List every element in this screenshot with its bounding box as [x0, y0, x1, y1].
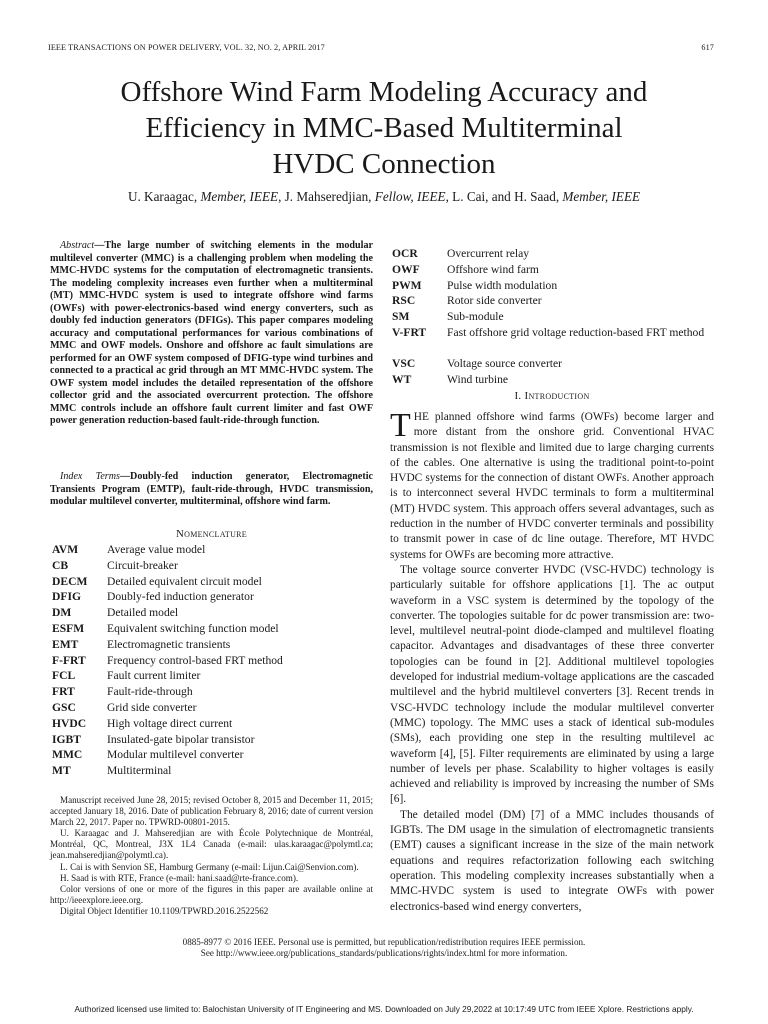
nomenclature-row: ESFM Equivalent switching function model	[52, 621, 279, 635]
index-terms-label: Index Terms	[60, 471, 120, 482]
author-role: Member, IEEE	[562, 189, 641, 204]
author-name: , L. Cai, and H. Saad,	[445, 189, 563, 204]
nomenclature-row: MMC Modular multilevel converter	[52, 748, 244, 762]
abstract-label: Abstract	[60, 240, 95, 251]
copyright-line-1: 0885-8977 © 2016 IEEE. Personal use is permitted, but republication/redistribution requires IEEE permission.	[182, 937, 586, 947]
copyright-line-2: See http://www.ieee.org/publications_standards/publications/rights/index.html for more information.	[200, 948, 568, 958]
title-line-2: Efficiency in MMC-Based Multiterminal	[145, 112, 623, 144]
nomenclature-row: F-FRT Frequency control-based FRT method	[52, 653, 283, 667]
footnote-manuscript: Manuscript received June 28, 2015; revised October 8, 2015 and December 11, 2015; accepted January 18, 2016. Date of publication February 8, 2016; date of current version March 22, 2017. Paper no. TPWRD-00801-2015.	[50, 795, 373, 828]
drop-cap: T	[390, 407, 411, 444]
nomenclature-row: OWF Offshore wind farm	[392, 262, 539, 276]
author-role: Fellow, IEEE	[374, 189, 446, 204]
nomenclature-row: FRT Fault-ride-through	[52, 685, 193, 699]
nomenclature-row: IGBT Insulated-gate bipolar transistor	[52, 732, 255, 746]
nomenclature-row: OCR Overcurrent relay	[392, 247, 530, 260]
nomenclature-row: MT Multiterminal	[52, 764, 172, 778]
nomenclature-row: WT Wind turbine	[392, 372, 509, 386]
abstract-text: —The large number of switching elements in the modular multilevel converter (MMC) is a challenging problem when modeling the MMC-HVDC systems for the computation of electromagnetic transients. The modeling complexity increases even further when a multiterminal (MT) MMC-HVDC system is used to integrate offshore wind farms (OWFs) with power-electronics-based wind energy converters, such as doubly fed induction generators (DFIGs). This paper compares modeling accuracy and computational performances for various combinations of MMC and OWF models. Onshore and offshore ac fault simulations are performed for an OWF system composed of DFIG-type wind turbines and connected to a practical ac grid through an MT MMC-HVDC system. The OWF system model includes the detailed representation of the offshore collector grid and the associated overcurrent protection. The offshore MMC controls include an offshore fault current limiter and fast OWF power generation reduction-based fault-ride-through function.	[50, 240, 373, 426]
copyright-notice	[40, 937, 728, 959]
section-heading: I. Introduction	[514, 390, 590, 402]
title-line-3: HVDC Connection	[272, 148, 496, 180]
footnote-color-versions: Color versions of one or more of the figures in this paper are available online at http://ieeexplore.ieee.org.	[50, 883, 373, 905]
nomenclature-heading: Nomenclature	[176, 528, 247, 540]
nomenclature-row: EMT Electromagnetic transients	[52, 637, 231, 651]
intro-paragraph-2: The voltage source converter HVDC (VSC-HVDC) technology is particularly suitable for offshore applications [1]. The ac output waveform in a VSC system is determined by the topology of the converter. The topologies suitable for dc power transmission are: two-level, multilevel neutral-point diode-clamped and multilevel floating capacitor. Advantages and disadvantages of these three converter topologies can be found in [2]. Additional multilevel topologies developed for industrial medium-voltage applications are the cascaded multilevel and the hybrid multilevel converters [3]. Recent trends in VSC-HVDC technology include the modular multilevel converter (MMC) topology. The MMC uses a stack of identical sub-modules (SMs), each providing one step in the resulting multilevel ac waveform [4], [5]. Filter requirements are eliminated by using a large number of levels per phase. Scalability to higher voltages is easily achieved and reliability is improved by increasing the number of SMs [6].	[390, 563, 714, 806]
nomenclature-row: HVDC High voltage direct current	[52, 716, 233, 730]
introduction-body	[390, 407, 714, 915]
nomenclature-list-left	[52, 542, 372, 779]
nomenclature-row: CB Circuit-breaker	[52, 558, 178, 572]
nomenclature-row: PWM Pulse width modulation	[392, 278, 558, 292]
paper-title	[40, 74, 728, 182]
index-terms	[50, 471, 373, 509]
author-role: Member, IEEE	[200, 189, 279, 204]
nomenclature-row: SM Sub-module	[392, 310, 504, 324]
author-name: , J. Mahseredjian,	[278, 189, 375, 204]
nomenclature-row: DFIG Doubly-fed induction generator	[52, 590, 254, 604]
footnote	[50, 795, 373, 917]
nomenclature-row: GSC Grid side converter	[52, 700, 197, 714]
nomenclature-row: V-FRT Fast offshore grid voltage reduction-based FRT method	[392, 325, 705, 339]
journal-name: IEEE TRANSACTIONS ON POWER DELIVERY, VOL. 32, NO. 2, APRIL 2017	[48, 43, 325, 52]
author-name: U. Karaagac,	[127, 189, 201, 204]
nomenclature-row: DECM Detailed equivalent circuit model	[52, 574, 262, 588]
page-number: 617	[701, 43, 714, 52]
nomenclature-row: FCL Fault current limiter	[52, 669, 201, 683]
running-header	[48, 43, 714, 55]
footnote-affiliation-2: L. Cai is with Senvion SE, Hamburg Germany (e-mail: Lijun.Cai@Senvion.com).	[60, 861, 359, 872]
nomenclature-row: AVM Average value model	[52, 543, 206, 556]
intro-paragraph-1: THE planned offshore wind farms (OWFs) become larger and more distant from the onshore grid. Conventional HVAC transmission is not flexible and limited due to large charging currents of the cables. One alternative is using the traditional point-to-point HVDC systems for the connection of distant OWFs. Another approach is to interconnect several HVDC terminals to form a multiterminal (MT) HVDC system. This approach offers several advantages, such as reduction in the number of HVDC converter terminals and possibility to transmit power in case of dc line outage. Therefore, MT HVDC systems for OWFs are becoming more attractive.	[390, 407, 714, 561]
license-footer: Authorized licensed use limited to: Balochistan University of IT Engineering and MS. Downloaded on July 29,2022 at 10:17:49 UTC from IEEE Xplore. Restrictions apply.	[74, 1004, 694, 1014]
nomenclature-row: DM Detailed model	[52, 606, 179, 620]
author-list	[40, 189, 728, 205]
nomenclature-list-right	[392, 246, 714, 388]
title-line-1: Offshore Wind Farm Modeling Accuracy and	[120, 76, 648, 108]
intro-paragraph-3: The detailed model (DM) [7] of a MMC includes thousands of IGBTs. The DM usage in the simulation of electromagnetic transients (EMT) causes a significant increase in the size of the main network equations and requires refactorization following each switching operation. This modeling complexity increases substantially when a MMC-HVDC system is used to integrate OWFs with power electronics-based wind energy converters,	[390, 808, 714, 913]
footnote-affiliation-1: U. Karaagac and J. Mahseredjian are with École Polytechnique de Montréal, Montréal, QC, Montreal, J3X 1L4 Canada (e-mail: ulas.karaagac@polymtl.ca; jean.mahseredjian@polymtl.ca).	[50, 828, 373, 861]
abstract	[50, 240, 373, 428]
footnote-affiliation-3: H. Saad is with RTE, France (e-mail: hani.saad@rte-france.com).	[60, 872, 299, 883]
nomenclature-row: RSC Rotor side converter	[392, 294, 542, 308]
footnote-doi: Digital Object Identifier 10.1109/TPWRD.2016.2522562	[60, 905, 269, 916]
nomenclature-row: VSC Voltage source converter	[392, 356, 563, 370]
index-terms-text: —Doubly-fed induction generator, Electromagnetic Transients Program (EMTP), fault-ride-through, HVDC transmission, modular multilevel converter, multiterminal, offshore wind farm.	[50, 471, 373, 507]
